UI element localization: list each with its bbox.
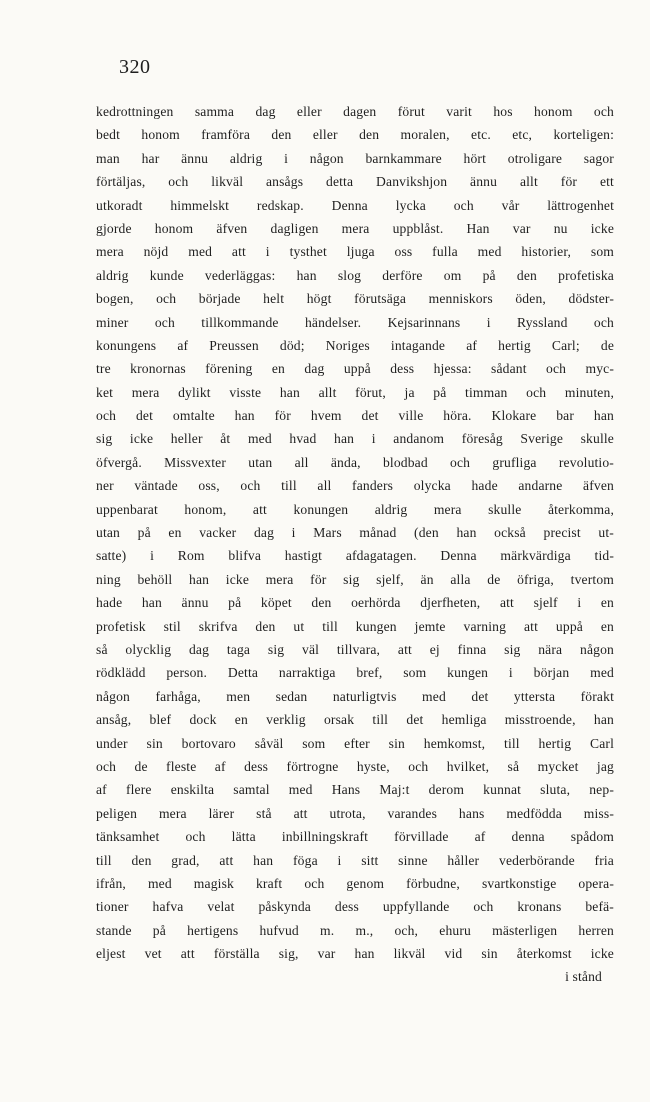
text-line: ifrån, med magisk kraft och genom förbudne, svartkonstige opera- xyxy=(96,875,614,891)
text-line: sig icke heller åt med hvad han i andanom föresåg Sverige skulle xyxy=(96,431,614,447)
text-line: rödklädd person. Detta narraktiga bref, som kungen i början med xyxy=(96,665,614,681)
text-line: af flere enskilta samtal med Hans Maj:t derom kunnat sluta, nep- xyxy=(96,782,614,798)
text-line: bedt honom framföra den eller den moralen, etc. etc, korteligen: xyxy=(96,127,614,143)
text-line: eljest vet att förställa sig, var han likväl vid sin återkomst icke xyxy=(96,946,614,962)
text-line: utkoradt himmelskt redskap. Denna lycka och vår lättrogenhet xyxy=(96,197,614,213)
text-line: under sin bortovaro såväl som efter sin hemkomst, till hertig Carl xyxy=(96,735,614,751)
text-line: och de fleste af dess förtrogne hyste, och hvilket, så mycket jag xyxy=(96,758,614,774)
text-line: och det omtalte han för hvem det ville höra. Klokare bar han xyxy=(96,408,614,424)
text-line: uppenbarat honom, att konungen aldrig mera skulle återkomma, xyxy=(96,501,614,517)
text-line: miner och tillkommande händelser. Kejsarinnans i Ryssland och xyxy=(96,314,614,330)
text-line: aldrig kunde vederläggas: han slog derföre om på den profetiska xyxy=(96,267,614,283)
text-line: ner väntade oss, och till all fanders olycka hade andarne äfven xyxy=(96,478,614,494)
text-line: ansåg, blef dock en verklig orsak till det hemliga misstroende, han xyxy=(96,712,614,728)
text-line: bogen, och började helt högt förutsäga menniskors öden, dödster- xyxy=(96,291,614,307)
text-line: gjorde honom äfven dagligen mera uppblåst. Han var nu icke xyxy=(96,220,614,236)
body-text xyxy=(96,100,614,989)
text-line: man har ännu aldrig i någon barnkammare hört otroligare sagor xyxy=(96,150,614,166)
text-line: tänksamhet och lätta inbillningskraft förvillade af denna spådom xyxy=(96,829,614,845)
text-line: någon farhåga, men sedan naturligtvis med det yttersta förakt xyxy=(96,688,614,704)
text-line: tre kronornas förening en dag uppå dess hjessa: sådant och myc- xyxy=(96,361,614,377)
text-line: så olycklig dag taga sig väl tillvara, att ej finna sig nära någon xyxy=(96,641,614,657)
text-line: stande på hertigens hufvud m. m., och, ehuru mästerligen herren xyxy=(96,922,614,938)
page-number: 320 xyxy=(119,56,151,78)
text-line: konungens af Preussen död; Noriges intagande af hertig Carl; de xyxy=(96,337,614,353)
text-line: ning behöll han icke mera för sig sjelf, än alla de öfriga, tvertom xyxy=(96,571,614,587)
text-line: förtäljas, och likväl ansågs detta Danvikshjon ännu allt för ett xyxy=(96,174,614,190)
text-line: ket mera dylikt visste han allt förut, ja på timman och minuten, xyxy=(96,384,614,400)
text-line: utan på en vacker dag i Mars månad (den han också precist ut- xyxy=(96,525,614,541)
text-line: peligen mera lärer stå att utrota, varandes hans medfödda miss- xyxy=(96,805,614,821)
text-line: öfvergå. Missvexter utan all ända, blodbad och grufliga revolutio- xyxy=(96,454,614,470)
text-line: profetisk stil skrifva den ut till kungen jemte varning att uppå en xyxy=(96,618,614,634)
text-line: satte) i Rom blifva hastigt afdagatagen. Denna märkvärdiga tid- xyxy=(96,548,614,564)
text-line: till den grad, att han föga i sitt sinne håller vederbörande fria xyxy=(96,852,614,868)
catchword-line: i stånd xyxy=(565,969,602,985)
text-line: hade han ännu på köpet den oerhörda djerfheten, att sjelf i en xyxy=(96,595,614,611)
text-line: tioner hafva velat påskynda dess uppfyllande och kronans befä- xyxy=(96,899,614,915)
text-line: mera nöjd med att i tysthet ljuga oss fulla med historier, som xyxy=(96,244,614,260)
text-line: kedrottningen samma dag eller dagen förut varit hos honom och xyxy=(96,104,614,119)
